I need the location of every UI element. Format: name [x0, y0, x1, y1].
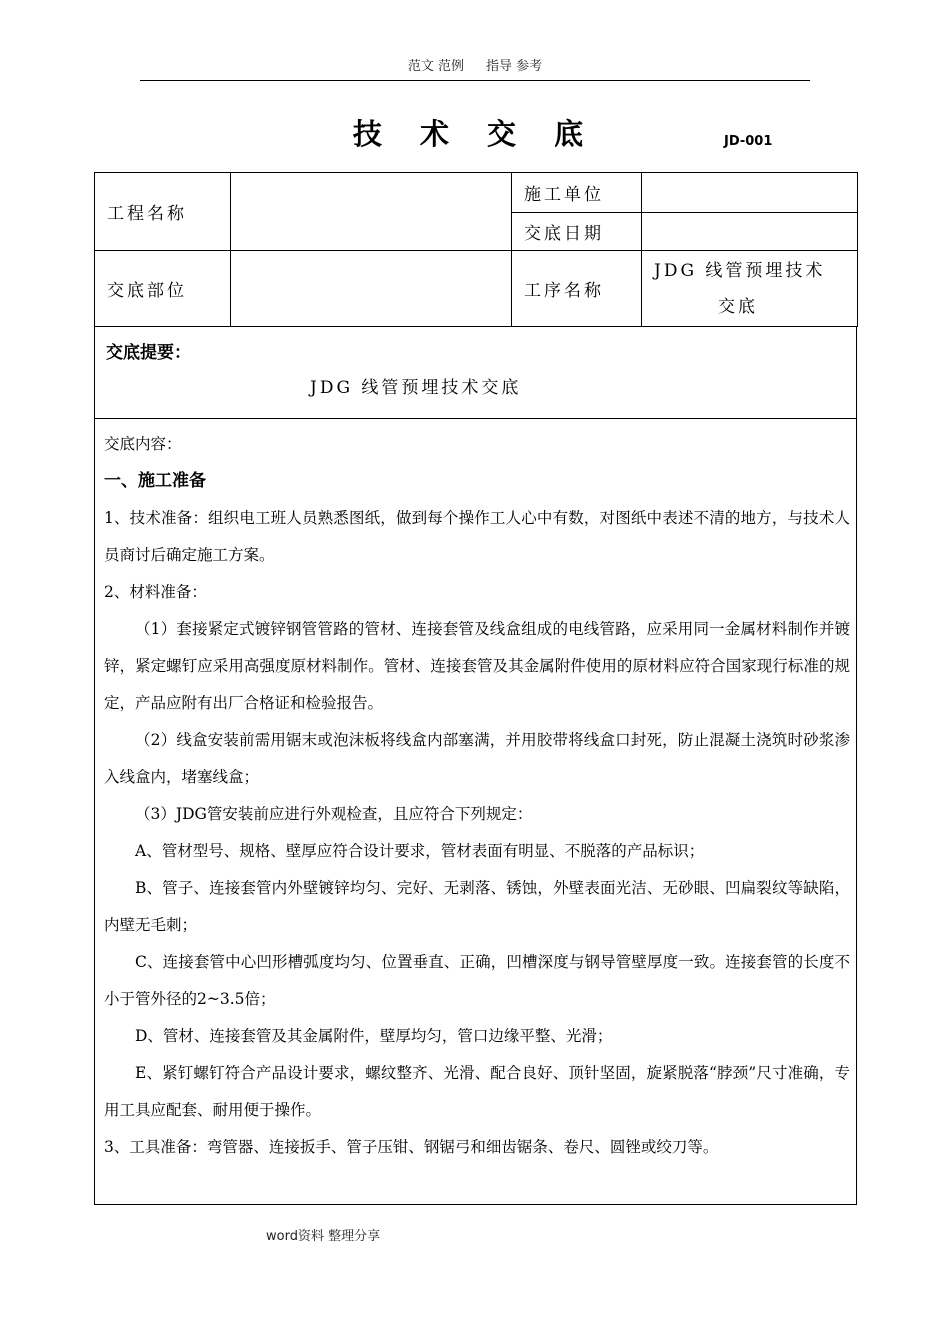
content-section [94, 418, 857, 1205]
paragraph-material-prep: 2、材料准备： [104, 583, 207, 601]
process-label: 工序名称 [512, 251, 642, 327]
paragraph-item-e: E、紧钉螺钉符合产品设计要求，螺纹整齐、光滑、配合良好、顶针坚固，旋紧脱落“脖颈”尺寸准确，专用工具应配套、耐用便于操作。 [104, 1064, 850, 1119]
paragraph-item-b: B、管子、连接套管内外壁镀锌均匀、完好、无剥落、锈蚀，外壁表面光洁、无砂眼、凹扁裂纹等缺陷，内壁无毛刺； [104, 879, 850, 934]
summary-body: JDG 线管预埋技术交底 [310, 378, 522, 398]
content-intro: 交底内容： [104, 435, 182, 453]
location-label: 交底部位 [95, 251, 231, 327]
paragraph-material-2: （2）线盒安装前需用锯末或泡沫板将线盒内部塞满，并用胶带将线盒口封死，防止混凝土浇筑时砂浆渗入线盒内，堵塞线盒； [104, 731, 850, 786]
process-value-line2: 交底 [718, 296, 758, 317]
date-value [642, 213, 858, 251]
paragraph-item-d: D、管材、连接套管及其金属附件，壁厚均匀，管口边缘平整、光滑； [135, 1027, 613, 1045]
header-right-text: 指导 参考 [486, 59, 543, 74]
page-footer: word资料 整理分享 [266, 1229, 381, 1244]
summary-label: 交底提要： [106, 343, 191, 363]
construction-unit-value [642, 173, 858, 213]
paragraph-tool-prep: 3、工具准备：弯管器、连接扳手、管子压钳、钢锯弓和细齿锯条、卷尺、圆锉或绞刀等。 [104, 1138, 719, 1156]
info-table [94, 172, 858, 327]
paragraph-item-c: C、连接套管中心凹形槽弧度均匀、位置垂直、正确，凹槽深度与钢导管壁厚度一致。连接套管的长度不小于管外径的2~3.5倍； [104, 953, 850, 1008]
section-heading: 一、施工准备 [104, 471, 206, 491]
header-left-text: 范文 范例 [407, 59, 464, 74]
date-label: 交底日期 [512, 213, 642, 251]
project-name-value [231, 173, 512, 251]
paragraph-item-a: A、管材型号、规格、壁厚应符合设计要求，管材表面有明显、不脱落的产品标识； [135, 842, 705, 860]
location-value [231, 251, 512, 327]
process-value [642, 251, 858, 327]
header-divider [140, 80, 810, 81]
document-code: JD-001 [724, 134, 773, 149]
paragraph-tech-prep: 1、技术准备：组织电工班人员熟悉图纸，做到每个操作工人心中有数，对图纸中表述不清的地方，与技术人员商讨后确定施工方案。 [104, 509, 850, 564]
process-value-line1: JDG 线管预埋技术 [654, 260, 826, 281]
page-header [0, 55, 950, 74]
document-title: 技 术 交 底 [352, 117, 598, 151]
paragraph-material-1: （1）套接紧定式镀锌钢管管路的管材、连接套管及线盒组成的电线管路，应采用同一金属材料制作并镀锌，紧定螺钉应采用高强度原材料制作。管材、连接套管及其金属附件使用的原材料应符合国家现行标准的规定，产品应附有出厂合格证和检验报告。 [104, 620, 850, 712]
project-name-label: 工程名称 [95, 173, 231, 251]
paragraph-material-3: （3）JDG管安装前应进行外观检查，且应符合下列规定： [135, 805, 533, 823]
construction-unit-label: 施工单位 [512, 173, 642, 213]
summary-section [94, 326, 857, 419]
